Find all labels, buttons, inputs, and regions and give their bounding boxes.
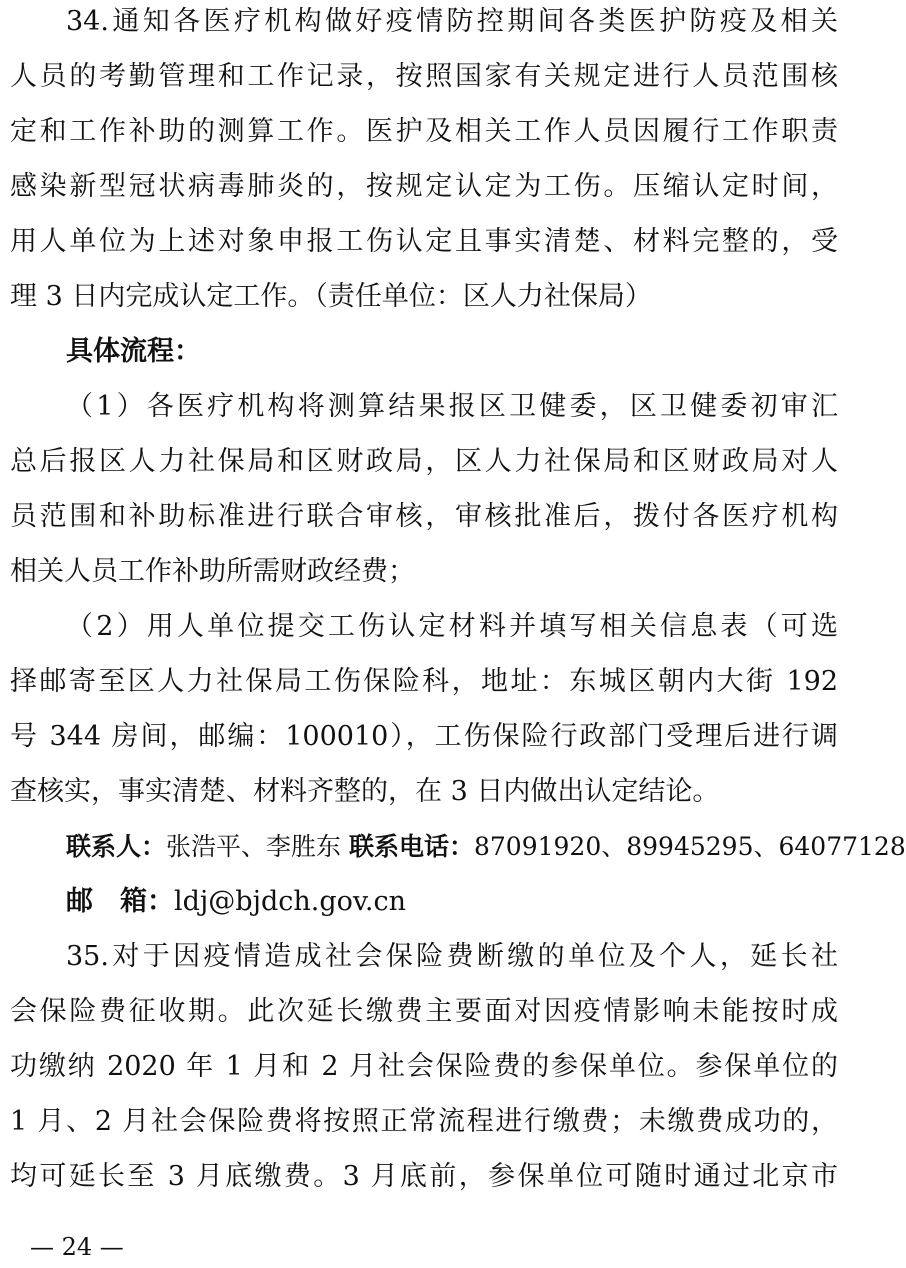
contact-line <box>66 827 906 867</box>
contact-person-label: 联系人： <box>66 832 167 861</box>
item35-line: 均可延长至 3 月底缴费。3 月底前，参保单位可随时通过北京市 <box>10 1161 838 1192</box>
step1-line: （1）各医疗机构将测算结果报区卫健委，区卫健委初审汇 <box>66 391 838 422</box>
email-value: ldj@bjdch.gov.cn <box>174 886 407 917</box>
item34-line: 感染新型冠状病毒肺炎的，按规定认定为工伤。压缩认定时间， <box>10 171 838 202</box>
step2-line: 号 344 房间，邮编：100010），工伤保险行政部门受理后进行调 <box>10 721 838 752</box>
contact-person-value: 张浩平、李胜东 <box>166 832 342 861</box>
item34-line: 用人单位为上述对象申报工伤认定且事实清楚、材料完整的，受 <box>10 226 838 257</box>
item34-line: 理 3 日内完成认定工作。（责任单位：区人力社保局） <box>10 281 652 312</box>
item35-line: 会保险费征收期。此次延长缴费主要面对因疫情影响未能按时成 <box>10 996 838 1027</box>
step2-line: （2）用人单位提交工伤认定材料并填写相关信息表（可选 <box>66 611 838 642</box>
item35-line: 1 月、2 月社会保险费将按照正常流程进行缴费；未缴费成功的， <box>10 1106 838 1137</box>
item34-line: 人员的考勤管理和工作记录，按照国家有关规定进行人员范围核 <box>10 61 838 92</box>
contact-phone-value: 87091920、89945295、64077128 <box>474 832 906 861</box>
step1-line: 总后报区人力社保局和区财政局，区人力社保局和区财政局对人 <box>10 446 838 477</box>
item35-line: 功缴纳 2020 年 1 月和 2 月社会保险费的参保单位。参保单位的 <box>10 1051 838 1082</box>
email-line <box>66 882 838 922</box>
item34-line: 34.通知各医疗机构做好疫情防控期间各类医护防疫及相关 <box>66 6 838 37</box>
step1-line: 相关人员工作补助所需财政经费； <box>10 556 415 587</box>
step2-line: 查核实，事实清楚、材料齐整的，在 3 日内做出认定结论。 <box>10 776 720 807</box>
contact-phone-label: 联系电话： <box>348 832 474 861</box>
step1-line: 员范围和补助标准进行联合审核，审核批准后，拨付各医疗机构 <box>10 501 838 532</box>
step2-line: 择邮寄至区人力社保局工伤保险科，地址：东城区朝内大街 192 <box>10 666 838 697</box>
item35-line: 35.对于因疫情造成社会保险费断缴的单位及个人，延长社 <box>66 941 838 972</box>
item34-line: 定和工作补助的测算工作。医护及相关工作人员因履行工作职责 <box>10 116 838 147</box>
email-label: 邮 箱： <box>66 886 174 917</box>
page-number: — 24 — <box>30 1233 124 1261</box>
process-heading: 具体流程： <box>66 336 201 367</box>
